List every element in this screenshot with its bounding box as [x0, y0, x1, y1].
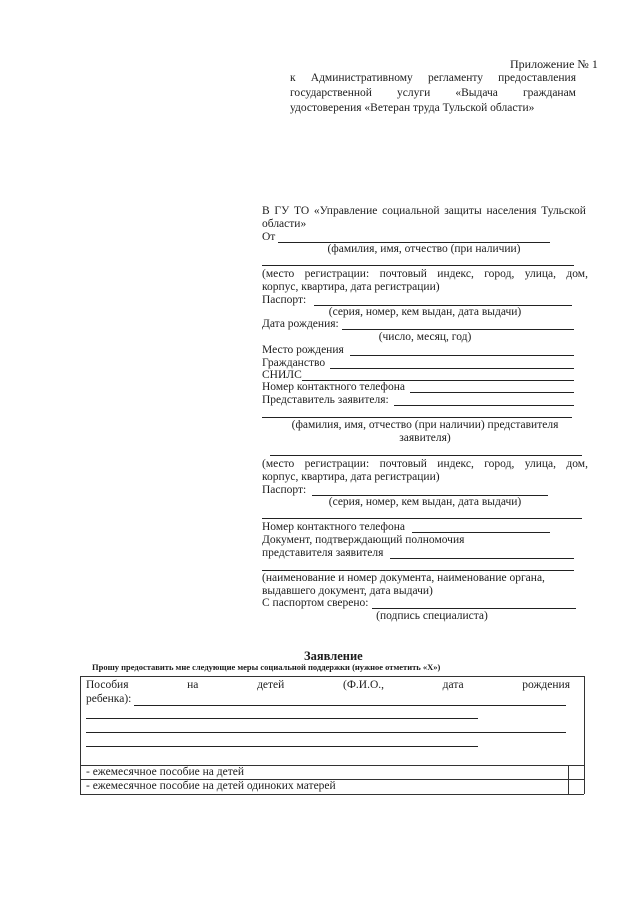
- addressee-line-2: области»: [262, 218, 307, 230]
- passport-label: Паспорт:: [262, 294, 307, 306]
- statement-subtitle: Прошу предоставить мне следующие меры социальной поддержки (нужное отметить «Х»): [92, 662, 441, 672]
- rep-reg-hint-line-2: корпус, квартира, дата регистрации): [262, 471, 440, 483]
- rep-phone-label: Номер контактного телефона: [262, 521, 406, 533]
- child-field-line-2[interactable]: [86, 718, 478, 719]
- verified-field-line[interactable]: [372, 608, 576, 609]
- rep-reg-hint-line-1: (место регистрации: почтовый индекс, город, улица, дом,: [262, 458, 588, 470]
- verified-hint: (подпись специалиста): [376, 610, 488, 622]
- representative-field-line-2[interactable]: [262, 417, 572, 418]
- appendix-number: Приложение № 1: [510, 57, 598, 71]
- birth-date-label: Дата рождения:: [262, 318, 339, 330]
- citizenship-label: Гражданство: [262, 357, 326, 369]
- appendix-line-1: к Административному регламенту предоставления: [290, 72, 576, 84]
- rep-passport-field-line-2[interactable]: [262, 518, 582, 519]
- rep-passport-label: Паспорт:: [262, 484, 307, 496]
- rep-phone-field-line[interactable]: [412, 532, 550, 533]
- table-row-single-mothers-allowance: - ежемесячное пособие на детей одиноких матерей: [86, 780, 336, 792]
- fio-hint: (фамилия, имя, отчество (при наличии): [327, 243, 521, 255]
- doc-field-line-2[interactable]: [262, 570, 574, 571]
- rep-field-line-3[interactable]: [270, 455, 582, 456]
- verified-label: С паспортом сверено:: [262, 597, 369, 609]
- doc-label-line-1: Документ, подтверждающий полномочия: [262, 534, 465, 546]
- doc-field-line[interactable]: [390, 558, 574, 559]
- child-field-line-4[interactable]: [86, 746, 478, 747]
- reg-hint-line-2: корпус, квартира, дата регистрации): [262, 281, 440, 293]
- addressee-line-1: В ГУ ТО «Управление социальной защиты населения Тульской: [262, 205, 586, 217]
- child-field-line-1[interactable]: [134, 705, 566, 706]
- passport-hint: (серия, номер, кем выдан, дата выдачи): [328, 306, 522, 318]
- single-mothers-allowance-checkbox[interactable]: [569, 780, 583, 793]
- birth-place-field-line[interactable]: [350, 355, 574, 356]
- birth-date-field-line[interactable]: [342, 329, 574, 330]
- birth-date-hint: (число, месяц, год): [378, 331, 472, 343]
- birth-place-label: Место рождения: [262, 344, 344, 356]
- table-row-children-line-1: Пособия на детей (Ф.И.О., дата рождения: [86, 679, 570, 691]
- table-border-top: [80, 676, 584, 677]
- child-field-line-3[interactable]: [86, 732, 566, 733]
- rep-fio-hint-line-2: заявителя): [399, 432, 451, 444]
- monthly-allowance-checkbox[interactable]: [569, 766, 583, 779]
- table-border-right: [584, 676, 585, 794]
- phone-label: Номер контактного телефона: [262, 381, 406, 393]
- appendix-line-2: государственной услуги «Выдача гражданам: [290, 87, 576, 99]
- measures-table: [80, 676, 584, 796]
- citizenship-field-line[interactable]: [330, 368, 574, 369]
- rep-passport-hint: (серия, номер, кем выдан, дата выдачи): [328, 496, 522, 508]
- rep-fio-hint-line-1: (фамилия, имя, отчество (при наличии) представителя: [291, 419, 559, 431]
- table-row-monthly-allowance: - ежемесячное пособие на детей: [86, 766, 244, 778]
- phone-field-line[interactable]: [410, 392, 574, 393]
- from-label: От: [262, 231, 276, 243]
- statement-title: Заявление: [304, 649, 363, 663]
- representative-label: Представитель заявителя:: [262, 394, 389, 406]
- appendix-line-3: удостоверения «Ветеран труда Тульской области»: [290, 102, 535, 114]
- doc-hint-line-2: выдавшего документ, дата выдачи): [262, 585, 433, 597]
- doc-hint-line-1: (наименование и номер документа, наименование органа,: [262, 572, 545, 584]
- snils-label: СНИЛС: [262, 369, 302, 381]
- doc-label-line-2: представителя заявителя: [262, 547, 384, 559]
- table-border-left: [80, 676, 81, 794]
- table-border-bottom: [80, 794, 584, 795]
- reg-hint-line-1: (место регистрации: почтовый индекс, город, улица, дом,: [262, 268, 588, 280]
- from-field-line-2[interactable]: [262, 265, 574, 266]
- representative-field-line[interactable]: [394, 405, 574, 406]
- table-row-children-line-2: ребенка):: [86, 693, 132, 705]
